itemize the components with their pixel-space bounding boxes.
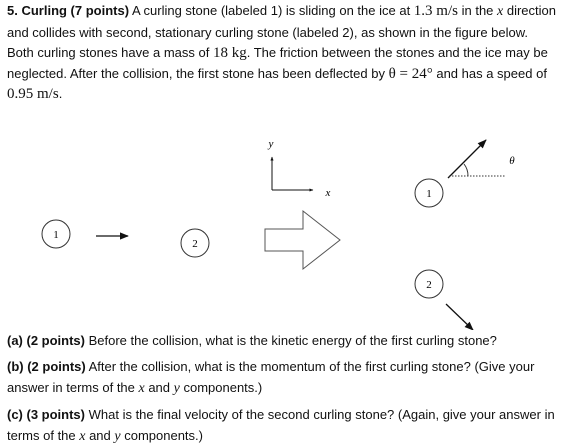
theta-label: θ — [509, 155, 515, 167]
question-c-var-x: x — [79, 428, 86, 444]
question-b-var-x: x — [138, 380, 145, 396]
initial-speed: 1.3 m/s — [413, 3, 458, 19]
question-b-text-2: and — [144, 379, 174, 395]
question-b-label: (b) (2 points) — [7, 359, 86, 374]
stone-2-after-label: 2 — [426, 279, 432, 291]
question-a — [7, 331, 557, 352]
question-b-text-1: After the collision, what is the momentum of the first curling stone? (Give your answer in terms of the — [7, 359, 535, 395]
problem-text-5: and has a speed of — [432, 65, 547, 81]
var-x: x — [497, 4, 504, 19]
problem-text-2: in the — [457, 3, 498, 18]
angle-arc — [464, 164, 468, 176]
question-c-text-1: What is the final velocity of the second curling stone? (Again, give your answer in terms of the — [7, 407, 555, 443]
question-c — [7, 405, 557, 447]
question-a-label: (a) (2 points) — [7, 333, 85, 348]
problem-text-1: A curling stone (labeled 1) is sliding on the ice at — [129, 3, 414, 18]
stone-1-before-label: 1 — [53, 229, 59, 241]
problem-text-4: . The friction between the stones and the ice may be neglected. After the collision, the first stone has been deflected by — [7, 45, 548, 81]
y-axis-label: y — [268, 138, 274, 150]
question-b — [7, 357, 557, 399]
question-b-text-3: components.) — [179, 379, 263, 395]
deflection-angle: θ = 24° — [388, 65, 433, 82]
stone-mass: 18 kg — [212, 45, 247, 61]
stone-1-final-velocity-arrow — [448, 140, 486, 178]
question-c-label: (c) (3 points) — [7, 407, 85, 422]
x-axis-label: x — [325, 187, 331, 199]
question-a-text: Before the collision, what is the kinetic energy of the first curling stone? — [85, 333, 497, 348]
problem-heading: 5. Curling (7 points) — [7, 3, 130, 18]
final-speed: 0.95 m/s — [7, 86, 59, 102]
transition-arrow — [265, 211, 340, 269]
problem-text-6: . — [58, 86, 63, 101]
stone-1-after-label: 1 — [426, 188, 432, 200]
stone-2-velocity-arrow — [446, 304, 473, 330]
collision-figure — [0, 130, 563, 330]
question-c-var-y: y — [114, 428, 121, 444]
problem-text-3: direction and collides with second, stationary curling stone (labeled 2), as shown in the figure below. Both curling stones have a mass of — [7, 3, 556, 60]
question-c-text-2: and — [85, 427, 115, 443]
problem-statement — [7, 1, 557, 105]
question-b-var-y: y — [173, 380, 180, 396]
question-c-text-3: components.) — [120, 427, 203, 443]
stone-2-before-label: 2 — [192, 238, 198, 250]
